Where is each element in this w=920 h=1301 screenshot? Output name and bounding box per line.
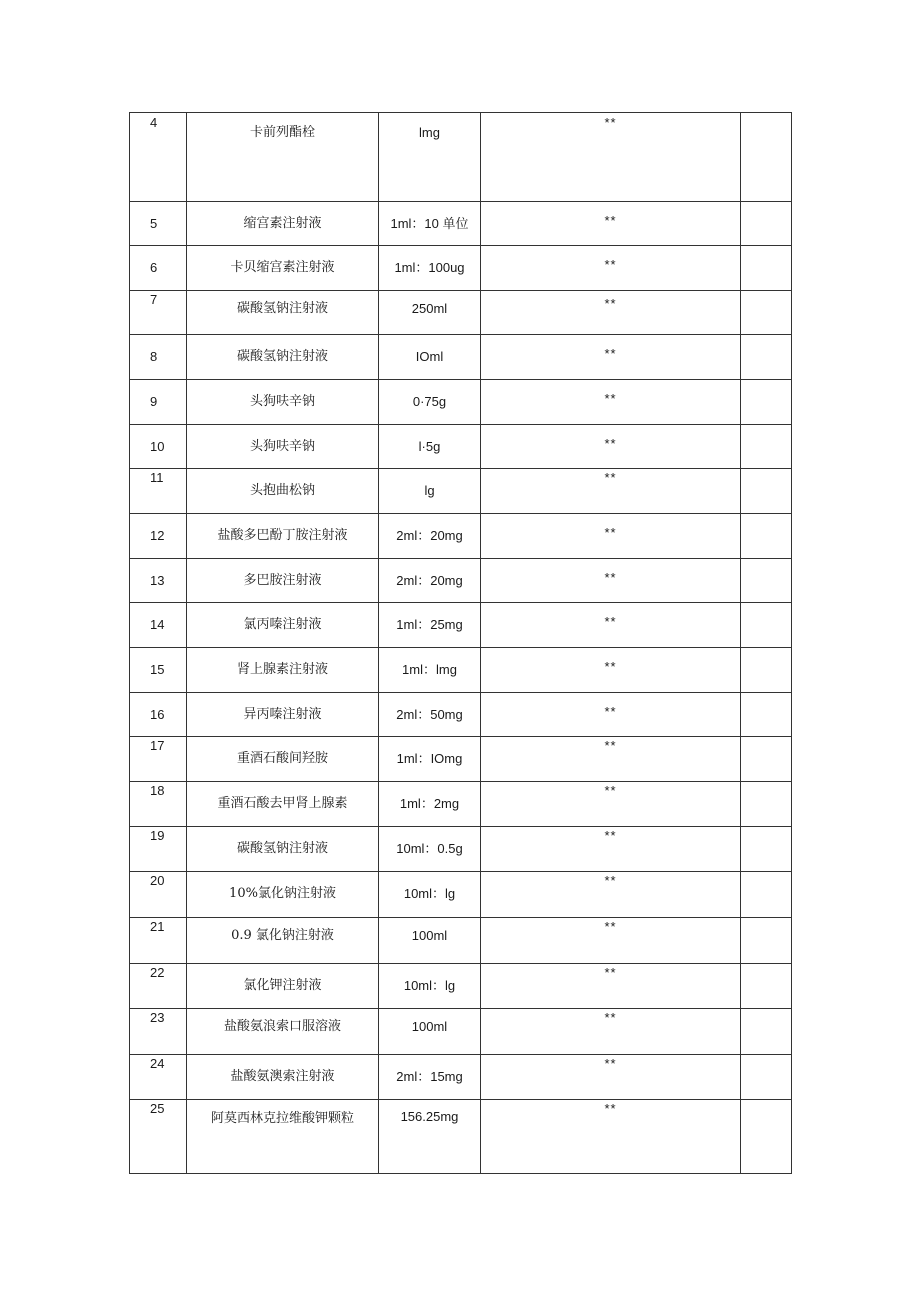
drug-name <box>187 559 379 603</box>
drug-spec <box>379 469 481 514</box>
mark-cell-text: ** <box>604 919 617 934</box>
extra-cell <box>741 1100 792 1174</box>
mark-cell <box>481 603 741 648</box>
drug-name <box>187 693 379 737</box>
drug-name-text: 卡贝缩宫素注射液 <box>230 260 335 275</box>
drug-name-text: 盐酸氨澳索注射液 <box>230 1069 335 1084</box>
drug-name <box>187 1100 379 1174</box>
drug-name-text: 重酒石酸间羟胺 <box>236 751 328 766</box>
row-number <box>130 514 187 559</box>
row-number-text: 10 <box>150 439 165 454</box>
drug-spec-text: 2ml：50mg <box>396 707 463 722</box>
row-number-text: 7 <box>150 292 158 307</box>
table-row <box>130 827 792 872</box>
drug-spec-text: 0·75g <box>412 394 447 409</box>
row-number <box>130 202 187 246</box>
table-row <box>130 693 792 737</box>
table-row <box>130 514 792 559</box>
drug-name-text: 碳酸氢钠注射液 <box>236 349 328 364</box>
drug-name <box>187 782 379 827</box>
extra-cell <box>741 964 792 1009</box>
mark-cell <box>481 918 741 964</box>
extra-cell <box>741 648 792 693</box>
row-number <box>130 291 187 335</box>
row-number-text: 21 <box>150 919 165 934</box>
mark-cell-text: ** <box>604 828 617 843</box>
extra-cell <box>741 737 792 782</box>
drug-spec <box>379 603 481 648</box>
table-row <box>130 202 792 246</box>
row-number-text: 20 <box>150 873 165 888</box>
drug-name-text: 盐酸氨浪索口服溶液 <box>223 1019 341 1034</box>
row-number <box>130 827 187 872</box>
row-number-text: 24 <box>150 1056 165 1071</box>
table-row <box>130 872 792 918</box>
extra-cell <box>741 469 792 514</box>
drug-spec-text: 156.25mg <box>400 1109 459 1124</box>
drug-name-text: 缩宫素注射液 <box>243 216 322 231</box>
mark-cell-text: ** <box>604 391 617 406</box>
mark-cell <box>481 380 741 425</box>
drug-name-text: 头抱曲松钠 <box>249 483 315 498</box>
drug-spec <box>379 380 481 425</box>
mark-cell <box>481 1100 741 1174</box>
mark-cell <box>481 964 741 1009</box>
mark-cell-text: ** <box>604 470 617 485</box>
extra-cell <box>741 113 792 202</box>
mark-cell-text: ** <box>604 346 617 361</box>
mark-cell <box>481 1055 741 1100</box>
drug-spec-text: 1ml：100ug <box>394 260 465 275</box>
row-number-text: 16 <box>150 707 165 722</box>
drug-spec-text: 10ml：lg <box>403 886 456 901</box>
drug-name-text: 碳酸氢钠注射液 <box>236 841 328 856</box>
drug-name-text: 0.9 氯化钠注射液 <box>231 928 334 943</box>
drug-name <box>187 737 379 782</box>
row-number-text: 23 <box>150 1010 165 1025</box>
table-row <box>130 291 792 335</box>
drug-spec-text: 1ml：25mg <box>396 617 463 632</box>
row-number <box>130 425 187 469</box>
mark-cell-text: ** <box>604 570 617 585</box>
drug-name <box>187 246 379 291</box>
drug-spec-text: l·5g <box>418 439 441 454</box>
row-number <box>130 559 187 603</box>
drug-name <box>187 872 379 918</box>
drug-name <box>187 1055 379 1100</box>
drug-name-text: 头狗呋辛钠 <box>249 394 315 409</box>
row-number <box>130 113 187 202</box>
drug-spec-text: 1ml：IOmg <box>396 751 463 766</box>
drug-name <box>187 918 379 964</box>
table-row <box>130 469 792 514</box>
drug-spec-text: 10ml：0.5g <box>396 841 463 856</box>
table-row <box>130 335 792 380</box>
extra-cell <box>741 1055 792 1100</box>
drug-spec <box>379 202 481 246</box>
table-row <box>130 648 792 693</box>
extra-cell <box>741 1009 792 1055</box>
extra-cell <box>741 559 792 603</box>
drug-spec-text: 1ml：lmg <box>402 662 457 677</box>
row-number-text: 25 <box>150 1101 165 1116</box>
row-number-text: 17 <box>150 738 165 753</box>
mark-cell-text: ** <box>604 1101 617 1116</box>
row-number <box>130 918 187 964</box>
drug-spec <box>379 1100 481 1174</box>
extra-cell <box>741 693 792 737</box>
drug-name <box>187 648 379 693</box>
extra-cell <box>741 872 792 918</box>
table-row <box>130 737 792 782</box>
drug-name <box>187 827 379 872</box>
drug-spec-text: 2ml：15mg <box>396 1069 463 1084</box>
drug-name-text: 盐酸多巴酚丁胺注射液 <box>217 528 348 543</box>
drug-name <box>187 603 379 648</box>
row-number-text: 6 <box>150 260 158 275</box>
extra-cell <box>741 291 792 335</box>
mark-cell <box>481 335 741 380</box>
row-number-text: 13 <box>150 573 165 588</box>
drug-spec <box>379 1009 481 1055</box>
mark-cell-text: ** <box>604 783 617 798</box>
mark-cell <box>481 559 741 603</box>
row-number-text: 9 <box>150 394 158 409</box>
row-number-text: 4 <box>150 115 158 130</box>
drug-name-text: 重酒石酸去甲肾上腺素 <box>217 796 348 811</box>
row-number <box>130 737 187 782</box>
mark-cell-text: ** <box>604 704 617 719</box>
table-row <box>130 1100 792 1174</box>
extra-cell <box>741 918 792 964</box>
row-number <box>130 693 187 737</box>
drug-name-text: 10%氯化钠注射液 <box>229 886 336 901</box>
row-number <box>130 246 187 291</box>
mark-cell <box>481 737 741 782</box>
mark-cell-text: ** <box>604 213 617 228</box>
drug-spec-text: 2ml：20mg <box>396 573 463 588</box>
mark-cell-text: ** <box>604 1010 617 1025</box>
table-row <box>130 246 792 291</box>
row-number-text: 11 <box>150 470 164 485</box>
drug-name <box>187 335 379 380</box>
table-row <box>130 425 792 469</box>
extra-cell <box>741 827 792 872</box>
table-row <box>130 1055 792 1100</box>
row-number <box>130 782 187 827</box>
drug-name-text: 多巴胺注射液 <box>243 573 322 588</box>
mark-cell-text: ** <box>604 965 617 980</box>
drug-spec <box>379 693 481 737</box>
drug-name-text: 氯化钾注射液 <box>243 978 322 993</box>
table-row <box>130 782 792 827</box>
row-number-text: 18 <box>150 783 165 798</box>
drug-spec <box>379 246 481 291</box>
table-row <box>130 113 792 202</box>
drug-spec-text: 100ml <box>411 1019 448 1034</box>
drug-name <box>187 113 379 202</box>
drug-spec-text: 10ml：lg <box>403 978 456 993</box>
row-number <box>130 335 187 380</box>
drug-spec-text: lmg <box>419 125 440 140</box>
mark-cell <box>481 469 741 514</box>
mark-cell <box>481 827 741 872</box>
mark-cell <box>481 425 741 469</box>
mark-cell-text: ** <box>604 436 617 451</box>
row-number-text: 14 <box>150 617 165 632</box>
drug-table <box>129 112 792 1174</box>
drug-spec <box>379 737 481 782</box>
mark-cell <box>481 113 741 202</box>
row-number-text: 8 <box>150 349 158 364</box>
row-number <box>130 648 187 693</box>
mark-cell <box>481 782 741 827</box>
table-row <box>130 380 792 425</box>
drug-name-text: 肾上腺素注射液 <box>236 662 328 677</box>
drug-spec-text: lg <box>424 483 435 498</box>
drug-spec <box>379 1055 481 1100</box>
mark-cell <box>481 202 741 246</box>
mark-cell <box>481 1009 741 1055</box>
table-row <box>130 964 792 1009</box>
drug-spec-text: 1ml：2mg <box>399 796 460 811</box>
row-number-text: 5 <box>150 216 158 231</box>
drug-spec <box>379 335 481 380</box>
drug-name-text: 阿莫西林克拉维酸钾颗粒 <box>210 1111 354 1126</box>
drug-spec-text: 100ml <box>411 928 448 943</box>
drug-name-text: 头狗呋辛钠 <box>249 439 315 454</box>
extra-cell <box>741 514 792 559</box>
drug-spec <box>379 918 481 964</box>
mark-cell-text: ** <box>604 614 617 629</box>
extra-cell <box>741 246 792 291</box>
row-number <box>130 469 187 514</box>
drug-name-text: 氯丙嗪注射液 <box>243 617 322 632</box>
row-number-text: 15 <box>150 662 165 677</box>
row-number <box>130 964 187 1009</box>
mark-cell-text: ** <box>604 1056 617 1071</box>
drug-name-text: 异丙嗪注射液 <box>243 707 322 722</box>
mark-cell-text: ** <box>604 115 617 130</box>
drug-spec <box>379 872 481 918</box>
mark-cell-text: ** <box>604 296 617 311</box>
drug-name-text: 卡前列酯栓 <box>249 125 315 140</box>
drug-spec <box>379 827 481 872</box>
drug-table-body <box>130 113 792 1174</box>
mark-cell-text: ** <box>604 659 617 674</box>
extra-cell <box>741 782 792 827</box>
drug-spec-text: 250ml <box>411 301 448 316</box>
drug-name <box>187 202 379 246</box>
table-row <box>130 559 792 603</box>
extra-cell <box>741 202 792 246</box>
mark-cell <box>481 291 741 335</box>
drug-name <box>187 425 379 469</box>
mark-cell <box>481 872 741 918</box>
row-number <box>130 380 187 425</box>
row-number-text: 22 <box>150 965 165 980</box>
extra-cell <box>741 603 792 648</box>
row-number <box>130 872 187 918</box>
row-number-text: 12 <box>150 528 165 543</box>
drug-name <box>187 514 379 559</box>
drug-spec <box>379 559 481 603</box>
row-number-text: 19 <box>150 828 165 843</box>
mark-cell-text: ** <box>604 257 617 272</box>
mark-cell-text: ** <box>604 738 617 753</box>
extra-cell <box>741 380 792 425</box>
drug-name <box>187 469 379 514</box>
drug-spec <box>379 113 481 202</box>
row-number <box>130 1055 187 1100</box>
table-row <box>130 1009 792 1055</box>
extra-cell <box>741 425 792 469</box>
row-number <box>130 1100 187 1174</box>
drug-spec <box>379 648 481 693</box>
drug-spec <box>379 782 481 827</box>
table-row <box>130 918 792 964</box>
drug-spec <box>379 964 481 1009</box>
drug-spec <box>379 425 481 469</box>
mark-cell-text: ** <box>604 873 617 888</box>
drug-name <box>187 291 379 335</box>
drug-name-text: 碳酸氢钠注射液 <box>236 301 328 316</box>
drug-spec-text: 1ml：10 单位 <box>390 216 469 231</box>
drug-name <box>187 964 379 1009</box>
drug-name <box>187 1009 379 1055</box>
drug-spec-text: 2ml：20mg <box>396 528 463 543</box>
mark-cell-text: ** <box>604 525 617 540</box>
mark-cell <box>481 514 741 559</box>
drug-spec <box>379 291 481 335</box>
drug-name <box>187 380 379 425</box>
drug-spec-text: IOml <box>415 349 444 364</box>
drug-spec <box>379 514 481 559</box>
row-number <box>130 1009 187 1055</box>
mark-cell <box>481 693 741 737</box>
table-row <box>130 603 792 648</box>
row-number <box>130 603 187 648</box>
mark-cell <box>481 648 741 693</box>
extra-cell <box>741 335 792 380</box>
mark-cell <box>481 246 741 291</box>
